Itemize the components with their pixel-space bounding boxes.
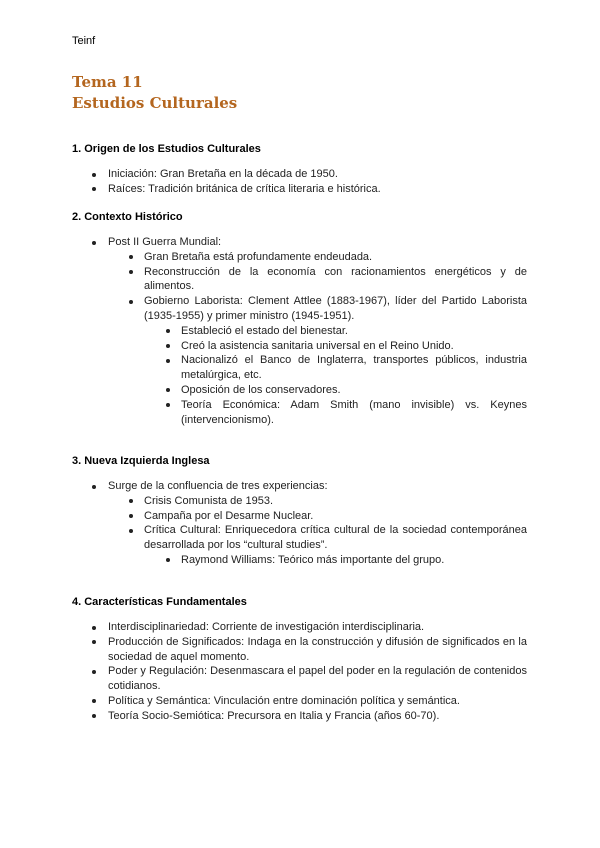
list-item: Surge de la confluencia de tres experiencias: (72, 479, 527, 494)
list-item: Post II Guerra Mundial: (72, 235, 527, 250)
section-heading: 4. Características Fundamentales (72, 596, 247, 608)
title-topic: Tema 11 (72, 73, 143, 91)
list-item: Estableció el estado del bienestar. (72, 324, 527, 339)
list-item: Raíces: Tradición británica de crítica literaria e histórica. (72, 182, 527, 197)
list-item: Nacionalizó el Banco de Inglaterra, transportes públicos, industria metalúrgica, etc. (72, 353, 527, 383)
bullet-list (72, 235, 527, 427)
list-item: Poder y Regulación: Desenmascara el papel del poder en la regulación de contenidos cotidianos. (72, 664, 527, 694)
list-item: Crisis Comunista de 1953. (72, 494, 527, 509)
section-origen (72, 142, 527, 197)
list-item: Raymond Williams: Teórico más importante del grupo. (72, 553, 527, 568)
page-header: Teinf (72, 35, 96, 47)
list-item: Gran Bretaña está profundamente endeudada. (72, 250, 527, 265)
bullet-list (72, 479, 527, 568)
section-heading: 1. Origen de los Estudios Culturales (72, 143, 261, 155)
list-item: Teoría Económica: Adam Smith (mano invisible) vs. Keynes (intervencionismo). (72, 398, 527, 428)
list-item: Política y Semántica: Vinculación entre dominación política y semántica. (72, 694, 527, 709)
bullet-list (72, 167, 527, 197)
list-item: Creó la asistencia sanitaria universal en el Reino Unido. (72, 339, 527, 354)
list-item: Reconstrucción de la economía con racionamientos energéticos y de alimentos. (72, 265, 527, 295)
section-contexto (72, 210, 527, 427)
list-item: Campaña por el Desarme Nuclear. (72, 509, 527, 524)
list-item: Iniciación: Gran Bretaña en la década de 1950. (72, 167, 527, 182)
bullet-list (72, 620, 527, 724)
title-subject: Estudios Culturales (72, 94, 238, 112)
list-item: Oposición de los conservadores. (72, 383, 527, 398)
list-item: Producción de Significados: Indaga en la construcción y difusión de significados en la sociedad de aquel momento. (72, 635, 527, 665)
list-item: Teoría Socio-Semiótica: Precursora en Italia y Francia (años 60-70). (72, 709, 527, 724)
section-caracteristicas (72, 595, 527, 724)
list-item: Crítica Cultural: Enriquecedora crítica cultural de la sociedad contemporánea desarrollada por los “cultural studies”. (72, 523, 527, 553)
section-heading: 3. Nueva Izquierda Inglesa (72, 455, 210, 467)
list-item: Gobierno Laborista: Clement Attlee (1883-1967), líder del Partido Laborista (1935-1955) y primer ministro (1945-1951). (72, 294, 527, 324)
section-heading: 2. Contexto Histórico (72, 211, 183, 223)
section-nueva-izquierda (72, 454, 527, 568)
list-item: Interdisciplinariedad: Corriente de investigación interdisciplinaria. (72, 620, 527, 635)
document-title (72, 72, 237, 114)
